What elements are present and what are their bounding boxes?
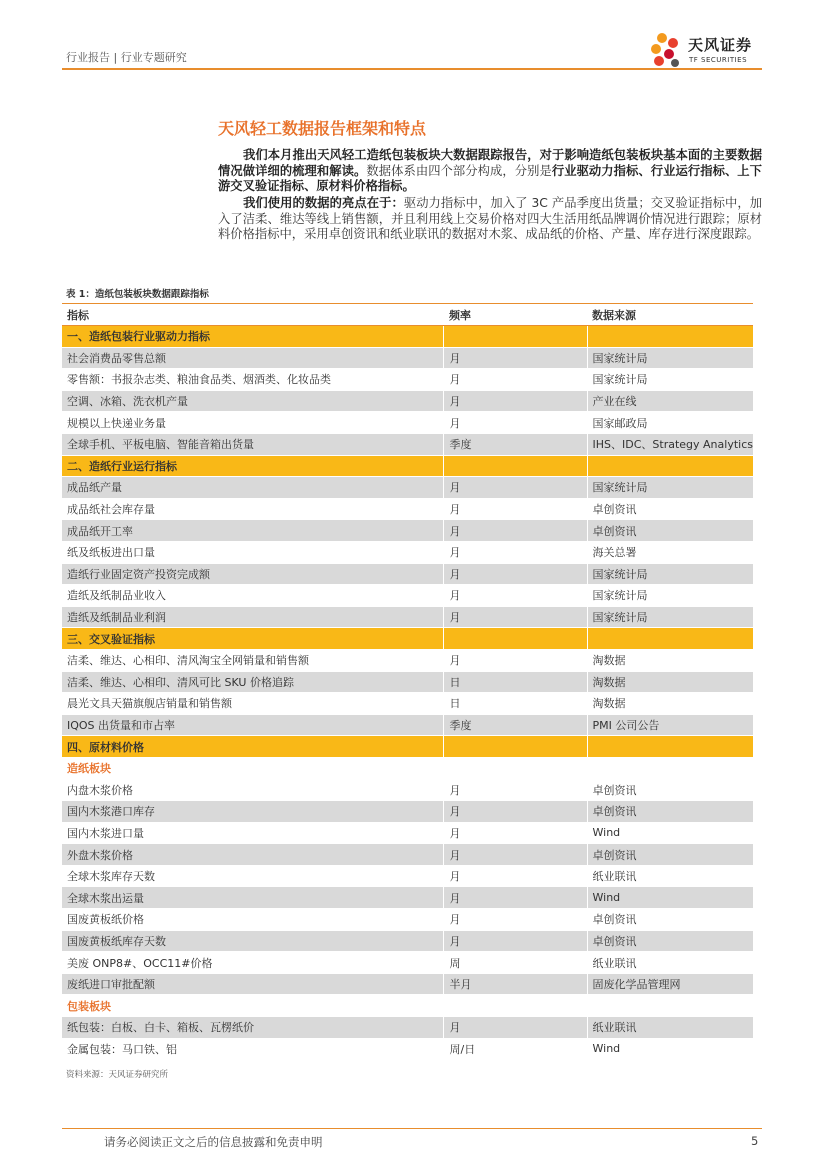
- table-row: [62, 844, 753, 866]
- company-logo: [648, 30, 768, 70]
- cell-indicator: 三、交叉验证指标: [62, 628, 444, 650]
- table-row: [62, 973, 753, 995]
- cell-source: 卓创资讯: [587, 498, 753, 520]
- table-body: [62, 326, 753, 1060]
- cell-indicator: 造纸板块: [62, 757, 444, 779]
- footer-disclaimer: 请务必阅读正文之后的信息披露和免责申明: [104, 1135, 323, 1149]
- cell-frequency: 月: [444, 477, 587, 499]
- cell-frequency: 月: [444, 909, 587, 931]
- highlight-normal: 驱动力指标中，加入了 3C 产品季度出货量；交叉验证指标中，加入了洁柔、维达等线上销售额，并且利用线上交易价格对四大生活用纸品牌调价情况进行跟踪；原材料价格指标中，采用卓创资讯和纸业联讯的数据对木浆、成品纸的价格、产量、库存进行深度跟踪。: [218, 196, 762, 241]
- cell-frequency: 月: [444, 498, 587, 520]
- cell-source: [587, 326, 753, 348]
- intro-paragraph: [218, 148, 762, 195]
- cell-frequency: 周: [444, 952, 587, 974]
- cell-indicator: IQOS 出货量和市占率: [62, 714, 444, 736]
- cell-source: 卓创资讯: [587, 844, 753, 866]
- table-row: [62, 606, 753, 628]
- table-row: [62, 541, 753, 563]
- cell-frequency: 月: [444, 801, 587, 823]
- cell-frequency: 月: [444, 844, 587, 866]
- cell-source: 淘数据: [587, 693, 753, 715]
- logo-name: 天风证券: [688, 36, 753, 54]
- cell-indicator: 造纸行业固定资产投资完成额: [62, 563, 444, 585]
- intro-bold2: 行业驱动力指标、行业运行指标、上下游交叉验证指标、原材料价格指标。: [218, 163, 762, 193]
- cell-source: 国家统计局: [587, 606, 753, 628]
- cell-source: 海关总署: [587, 541, 753, 563]
- cell-indicator: 国内木浆进口量: [62, 822, 444, 844]
- table-row: [62, 865, 753, 887]
- cell-indicator: 国废黄板纸价格: [62, 909, 444, 931]
- cell-frequency: 月: [444, 606, 587, 628]
- cell-frequency: 月: [444, 563, 587, 585]
- table-caption: 表 1：造纸包装板块数据跟踪指标: [66, 289, 209, 300]
- header-source: 数据来源: [587, 304, 753, 326]
- cell-indicator: 内盘木浆价格: [62, 779, 444, 801]
- cell-indicator: 造纸及纸制品业收入: [62, 585, 444, 607]
- intro-normal: 数据体系由四个部分构成，分别是: [366, 163, 552, 178]
- cell-frequency: 月: [444, 865, 587, 887]
- highlight-bold: 我们使用的数据的亮点在于：: [243, 196, 404, 210]
- cell-frequency: 月: [444, 520, 587, 542]
- cell-frequency: 月: [444, 887, 587, 909]
- cell-source: 纸业联讯: [587, 952, 753, 974]
- cell-indicator: 废纸进口审批配额: [62, 973, 444, 995]
- table-section-row: [62, 326, 753, 348]
- cell-source: 卓创资讯: [587, 909, 753, 931]
- cell-indicator: 国内木浆港口库存: [62, 801, 444, 823]
- cell-frequency: 月: [444, 390, 587, 412]
- cell-indicator: 金属包装：马口铁、铝: [62, 1038, 444, 1060]
- cell-source: PMI 公司公告: [587, 714, 753, 736]
- table-row: [62, 585, 753, 607]
- cell-frequency: [444, 326, 587, 348]
- cell-frequency: 月: [444, 930, 587, 952]
- cell-indicator: 国废黄板纸库存天数: [62, 930, 444, 952]
- table-row: [62, 390, 753, 412]
- table-row: [62, 693, 753, 715]
- cell-source: 国家统计局: [587, 347, 753, 369]
- cell-source: IHS、IDC、Strategy Analytics: [587, 433, 753, 455]
- table-section-row: [62, 628, 753, 650]
- cell-frequency: 日: [444, 671, 587, 693]
- footer-divider: [62, 1128, 762, 1129]
- cell-source: 纸业联讯: [587, 865, 753, 887]
- cell-source: [587, 995, 753, 1017]
- cell-source: 淘数据: [587, 671, 753, 693]
- table-subsection-row: [62, 995, 753, 1017]
- cell-source: Wind: [587, 1038, 753, 1060]
- table-row: [62, 477, 753, 499]
- header-divider: [62, 68, 762, 70]
- cell-indicator: 成品纸开工率: [62, 520, 444, 542]
- cell-source: 产业在线: [587, 390, 753, 412]
- cell-source: 固废化学品管理网: [587, 973, 753, 995]
- cell-source: 国家统计局: [587, 585, 753, 607]
- table-row: [62, 563, 753, 585]
- cell-frequency: 月: [444, 649, 587, 671]
- cell-indicator: 美废 ONP8#、OCC11#价格: [62, 952, 444, 974]
- indicator-table: [62, 303, 753, 1060]
- cell-indicator: 全球手机、平板电脑、智能音箱出货量: [62, 433, 444, 455]
- cell-indicator: 晨光文具天猫旗舰店销量和销售额: [62, 693, 444, 715]
- cell-frequency: 月: [444, 1017, 587, 1039]
- cell-frequency: 月: [444, 347, 587, 369]
- cell-source: 国家统计局: [587, 563, 753, 585]
- cell-indicator: 社会消费品零售总额: [62, 347, 444, 369]
- cell-frequency: [444, 995, 587, 1017]
- table-row: [62, 822, 753, 844]
- table-row: [62, 520, 753, 542]
- cell-indicator: 成品纸社会库存量: [62, 498, 444, 520]
- cell-frequency: 半月: [444, 973, 587, 995]
- header-frequency: 频率: [444, 304, 587, 326]
- table-row: [62, 714, 753, 736]
- cell-frequency: 日: [444, 693, 587, 715]
- table-row: [62, 952, 753, 974]
- cell-indicator: 包装板块: [62, 995, 444, 1017]
- cell-source: 纸业联讯: [587, 1017, 753, 1039]
- table-row: [62, 347, 753, 369]
- cell-indicator: 空调、冰箱、洗衣机产量: [62, 390, 444, 412]
- cell-indicator: 洁柔、维达、心相印、清风可比 SKU 价格追踪: [62, 671, 444, 693]
- cell-frequency: [444, 628, 587, 650]
- cell-source: [587, 757, 753, 779]
- cell-source: 国家统计局: [587, 477, 753, 499]
- table-row: [62, 1017, 753, 1039]
- cell-source: Wind: [587, 887, 753, 909]
- table-row: [62, 779, 753, 801]
- cell-indicator: 洁柔、维达、心相印、清风淘宝全网销量和销售额: [62, 649, 444, 671]
- table-row: [62, 909, 753, 931]
- cell-indicator: 纸包装：白板、白卡、箱板、瓦楞纸价: [62, 1017, 444, 1039]
- page-number: 5: [751, 1134, 759, 1148]
- cell-frequency: 月: [444, 369, 587, 391]
- cell-source: 淘数据: [587, 649, 753, 671]
- cell-indicator: 纸及纸板进出口量: [62, 541, 444, 563]
- section-title: 天风轻工数据报告框架和特点: [218, 119, 427, 138]
- cell-indicator: 二、造纸行业运行指标: [62, 455, 444, 477]
- cell-indicator: 一、造纸包装行业驱动力指标: [62, 326, 444, 348]
- highlight-paragraph: [218, 196, 762, 243]
- intro-bold: 我们本月推出天风轻工造纸包装板块大数据跟踪报告，对于影响造纸包装板块基本面的主要数据情况做详细的梳理和解读。: [218, 148, 762, 178]
- table-subsection-row: [62, 757, 753, 779]
- cell-indicator: 成品纸产量: [62, 477, 444, 499]
- cell-frequency: 月: [444, 585, 587, 607]
- cell-frequency: 月: [444, 822, 587, 844]
- header-indicator: 指标: [62, 304, 444, 326]
- cell-source: Wind: [587, 822, 753, 844]
- table-row: [62, 801, 753, 823]
- cell-indicator: 全球木浆库存天数: [62, 865, 444, 887]
- table-header-row: [62, 304, 753, 326]
- cell-source: 卓创资讯: [587, 801, 753, 823]
- table-row: [62, 433, 753, 455]
- cell-frequency: 月: [444, 779, 587, 801]
- cell-frequency: [444, 757, 587, 779]
- table-row: [62, 1038, 753, 1060]
- table-row: [62, 671, 753, 693]
- cell-source: 卓创资讯: [587, 779, 753, 801]
- cell-frequency: [444, 736, 587, 758]
- cell-frequency: 季度: [444, 433, 587, 455]
- cell-frequency: 周/日: [444, 1038, 587, 1060]
- cell-indicator: 全球木浆出运量: [62, 887, 444, 909]
- logo-mark-icon: [648, 30, 686, 70]
- cell-source: [587, 736, 753, 758]
- cell-frequency: [444, 455, 587, 477]
- table-section-row: [62, 455, 753, 477]
- cell-source: 卓创资讯: [587, 520, 753, 542]
- cell-source: 国家统计局: [587, 369, 753, 391]
- cell-frequency: 月: [444, 541, 587, 563]
- cell-indicator: 四、原材料价格: [62, 736, 444, 758]
- table-row: [62, 498, 753, 520]
- cell-source: 卓创资讯: [587, 930, 753, 952]
- table-row: [62, 412, 753, 434]
- table-section-row: [62, 736, 753, 758]
- cell-source: 国家邮政局: [587, 412, 753, 434]
- cell-indicator: 造纸及纸制品业利润: [62, 606, 444, 628]
- cell-source: [587, 628, 753, 650]
- cell-indicator: 外盘木浆价格: [62, 844, 444, 866]
- table-row: [62, 887, 753, 909]
- header-title: 行业报告 | 行业专题研究: [66, 51, 187, 64]
- cell-indicator: 规模以上快递业务量: [62, 412, 444, 434]
- logo-subtitle: TF SECURITIES: [689, 56, 748, 64]
- cell-frequency: 季度: [444, 714, 587, 736]
- source-note: 资料来源：天风证券研究所: [66, 1070, 169, 1080]
- table-row: [62, 649, 753, 671]
- cell-source: [587, 455, 753, 477]
- cell-frequency: 月: [444, 412, 587, 434]
- table-row: [62, 369, 753, 391]
- table-row: [62, 930, 753, 952]
- cell-indicator: 零售额：书报杂志类、粮油食品类、烟酒类、化妆品类: [62, 369, 444, 391]
